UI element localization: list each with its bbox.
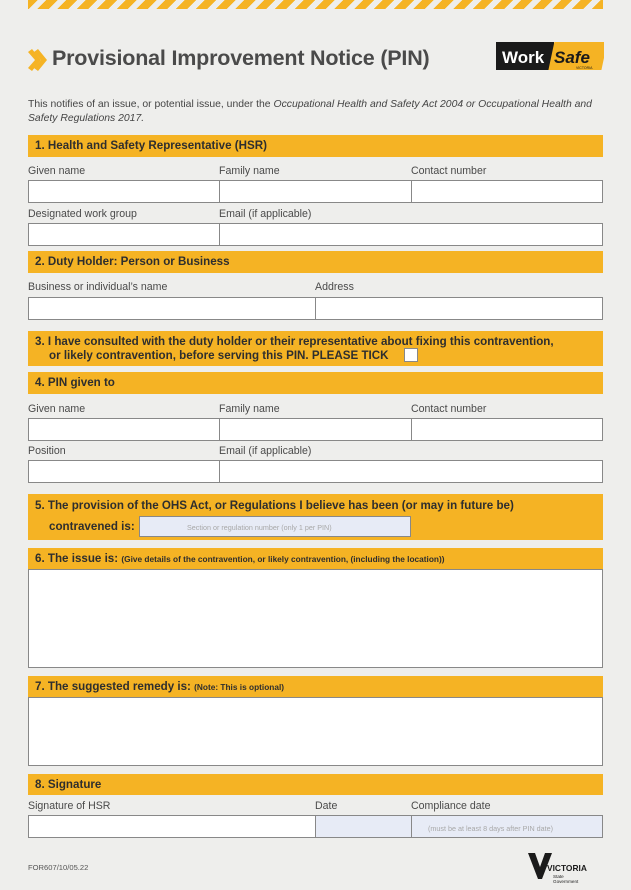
worksafe-logo [496,39,604,74]
section-3-line-1: 3. I have consulted with the duty holder or their representative about fixing this contravention, [35,335,554,348]
hsr-email-label: Email (if applicable) [219,208,312,220]
logo-work-text: Work [502,48,545,67]
hsr-given-name-input[interactable] [28,180,220,203]
provision-placeholder: Section or regulation number (only 1 per PIN) [187,523,332,532]
svg-text:Safe: Safe [554,48,590,67]
section-6-header: 6. The issue is: (Give details of the contravention, or likely contravention, (including the location)) [28,548,603,569]
section-5-line-1: 5. The provision of the OHS Act, or Regulations I believe has been (or may in future be) [35,499,514,512]
pin-contact-label: Contact number [411,403,487,415]
compliance-date-input[interactable] [411,815,603,838]
svg-text:State: State [553,874,564,879]
address-label: Address [315,281,354,293]
date-label: Date [315,800,338,812]
date-input[interactable] [315,815,412,838]
issue-textarea[interactable] [28,569,603,668]
hazard-stripe-border [28,0,603,9]
provision-input[interactable] [139,516,411,537]
svg-text:Government: Government [553,879,579,884]
business-input[interactable] [28,297,316,320]
pin-email-input[interactable] [219,460,603,483]
intro-text: This notifies of an issue, or potential issue, under the Occupational Health and Safety Act 2004 or Occupational Health and Safety Regulations 2017. [28,99,592,124]
svg-text:VICTORIA: VICTORIA [547,863,587,873]
section-4-header: 4. PIN given to [28,372,603,394]
work-group-label: Designated work group [28,208,137,220]
victoria-government-logo [528,853,590,885]
section-3-line-2: or likely contravention, before serving this PIN. PLEASE TICK [49,349,389,362]
hsr-family-name-input[interactable] [219,180,412,203]
hsr-contact-input[interactable] [411,180,603,203]
compliance-placeholder: (must be at least 8 days after PIN date) [428,824,554,833]
pin-given-name-input[interactable] [28,418,220,441]
pin-email-label: Email (if applicable) [219,445,312,457]
hsr-given-name-label: Given name [28,165,86,177]
remedy-textarea[interactable] [28,697,603,766]
chevron-icon [28,49,47,71]
svg-text:VICTORIA: VICTORIA [576,66,593,70]
section-3-header [28,331,603,366]
section-8-header: 8. Signature [28,774,603,795]
signature-label: Signature of HSR [28,800,111,812]
section-1-header: 1. Health and Safety Representative (HSR) [28,135,603,157]
hsr-contact-label: Contact number [411,165,487,177]
address-input[interactable] [315,297,603,320]
hsr-family-name-label: Family name [219,165,280,177]
work-group-input[interactable] [28,223,220,246]
pin-family-name-input[interactable] [219,418,412,441]
compliance-date-label: Compliance date [411,800,491,812]
signature-input[interactable] [28,815,316,838]
page-title: Provisional Improvement Notice (PIN) [52,46,430,70]
business-label: Business or individual’s name [28,281,168,293]
position-input[interactable] [28,460,220,483]
pin-given-name-label: Given name [28,403,86,415]
pin-contact-input[interactable] [411,418,603,441]
section-2-header: 2. Duty Holder: Person or Business [28,251,603,273]
pin-family-name-label: Family name [219,403,280,415]
consulted-checkbox[interactable] [404,348,418,362]
section-5-line-2: contravened is: [49,520,135,533]
hsr-email-input[interactable] [219,223,603,246]
position-label: Position [28,445,66,457]
form-code: FOR607/10/05.22 [28,863,89,872]
section-7-header: 7. The suggested remedy is: (Note: This is optional) [28,676,603,697]
